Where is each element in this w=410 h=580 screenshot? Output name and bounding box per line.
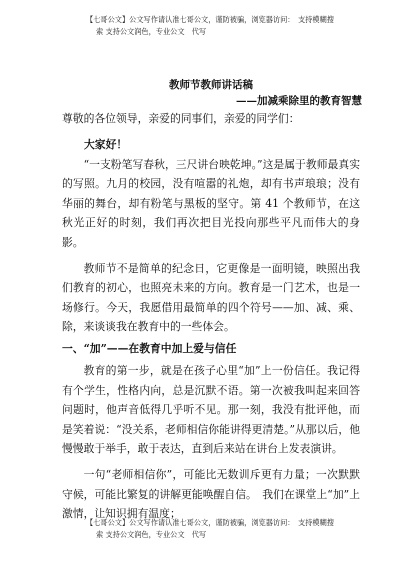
greeting: 大家好！	[84, 137, 128, 151]
paragraph-2: 教师节不是简单的纪念日，它更像是一面明镜，映照出我们教育的初心，也照亮未来的方向。教育是一门艺术，也是一场修行。今天，我愿借用最简单的四个符号——加、减、乘、除，来谈谈我在教育中的一些体会。	[62, 261, 360, 334]
salutation: 尊敬的各位领导，亲爱的同事们，亲爱的同学们：	[62, 112, 300, 125]
footer-line-2: 索 支持公文润色，专业公文 代写	[96, 530, 207, 539]
paragraph-1: “一支粉笔写春秋，三尺讲台映乾坤。”这是属于教师最真实的写照。九月的校园，没有喧嚣的礼炮，却有书声琅琅；没有华丽的舞台，却有粉笔与黑板的坚守。第 41 个教师节，在这 秋光正好的时刻，我们再次把目光投向那些平凡而伟大的身影。	[62, 157, 360, 249]
page-header	[86, 14, 386, 38]
document-subtitle: ——加减乘除里的教育智慧	[236, 95, 362, 107]
paragraph-3: 教育的第一步，就是在孩子心里“加”上一份信任。我记得有个学生，性格内向，总是沉默不语。第一次被我叫起来回答问题时，他声音低得几乎听不见。那一刻，我没有批评他，而是笑着说：“没关系，老师相信你能讲得更清楚。”从那以后，他慢慢敢于举手，敢于表达，直到后来站在讲台上发表演讲。	[62, 363, 360, 456]
document-title: 教师节教师讲话稿	[169, 79, 253, 91]
document-body	[62, 77, 371, 524]
footer-line-1: 【七哥公文】公文写作请认准七哥公文，谨防被骗，浏览器访问： 支持模糊搜	[86, 518, 334, 527]
paragraph-4: 一句“老师相信你”，可能比无数训斥更有力量；一次默默 守候，可能比繁复的讲解更能唤醒自信。 我们在课堂上“加”上激情，让知识拥有温度；	[62, 467, 371, 521]
section-heading-1: 一、“加”——在教育中加上爱与信任	[62, 341, 237, 355]
header-line-2: 索 支持公文润色，专业公文 代写	[96, 27, 207, 36]
page-footer	[86, 517, 386, 541]
header-line-1: 【七哥公文】公文写作请认准七哥公文，谨防被骗，浏览器访问： 支持模糊搜	[86, 15, 334, 24]
